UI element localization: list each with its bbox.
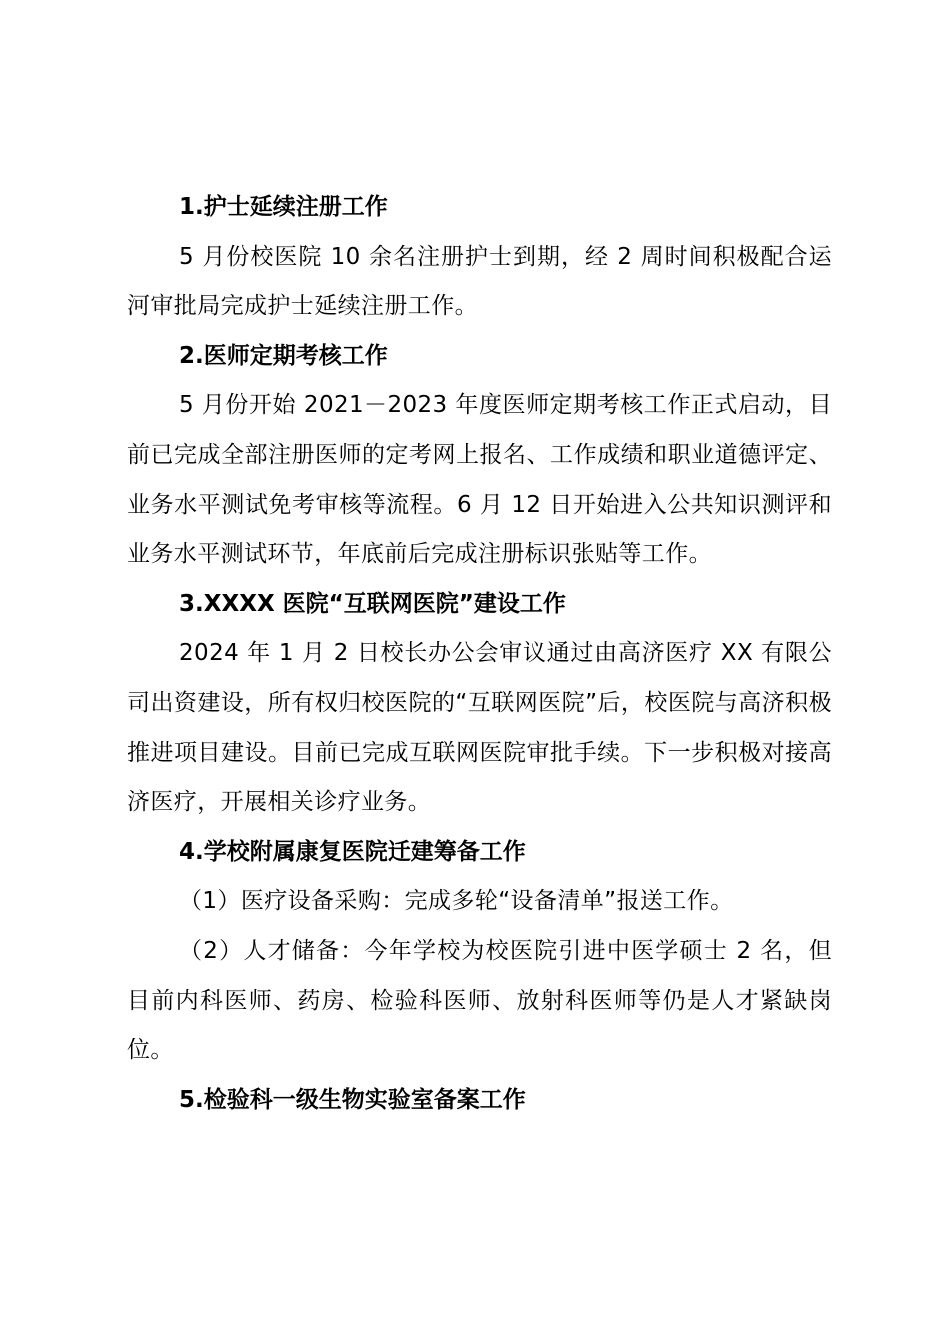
section-heading: 5.检验科一级生物实验室备案工作: [179, 1086, 526, 1113]
section-paragraph: （1）医疗设备采购：完成多轮“设备清单”报送工作。: [179, 888, 734, 915]
section-2: [127, 332, 832, 580]
section-heading: 4.学校附属康复医院迁建筹备工作: [179, 838, 526, 865]
section-paragraph: 5 月份校医院 10 余名注册护士到期，经 2 周时间积极配合运河审批局完成护士延续注册工作。: [127, 243, 832, 320]
section-5: [127, 1076, 832, 1126]
document-page: [127, 183, 832, 1125]
section-4: [127, 828, 832, 1076]
section-paragraph: 2024 年 1 月 2 日校长办公会审议通过由高济医疗 XX 有限公司出资建设，所有权归校医院的“互联网医院”后，校医院与高济积极推进项目建设。目前已完成互联网医院审批手续。下一步积极对接高济医疗，开展相关诊疗业务。: [127, 640, 832, 816]
section-paragraph: 5 月份开始 2021－2023 年度医师定期考核工作正式启动，目前已完成全部注册医师的定考网上报名、工作成绩和职业道德评定、业务水平测试免考审核等流程。6 月 12 日开始进入公共知识测评和业务水平测试环节，年底前后完成注册标识张贴等工作。: [127, 392, 832, 568]
section-heading: 1.护士延续注册工作: [179, 194, 388, 220]
section-heading: 3.XXXX 医院“互联网医院”建设工作: [179, 590, 566, 617]
section-paragraph: （2）人才储备：今年学校为校医院引进中医学硕士 2 名，但目前内科医师、药房、检验科医师、放射科医师等仍是人才紧缺岗位。: [127, 937, 832, 1064]
section-3: [127, 580, 832, 828]
section-1: [127, 183, 832, 332]
section-heading: 2.医师定期考核工作: [179, 342, 388, 369]
